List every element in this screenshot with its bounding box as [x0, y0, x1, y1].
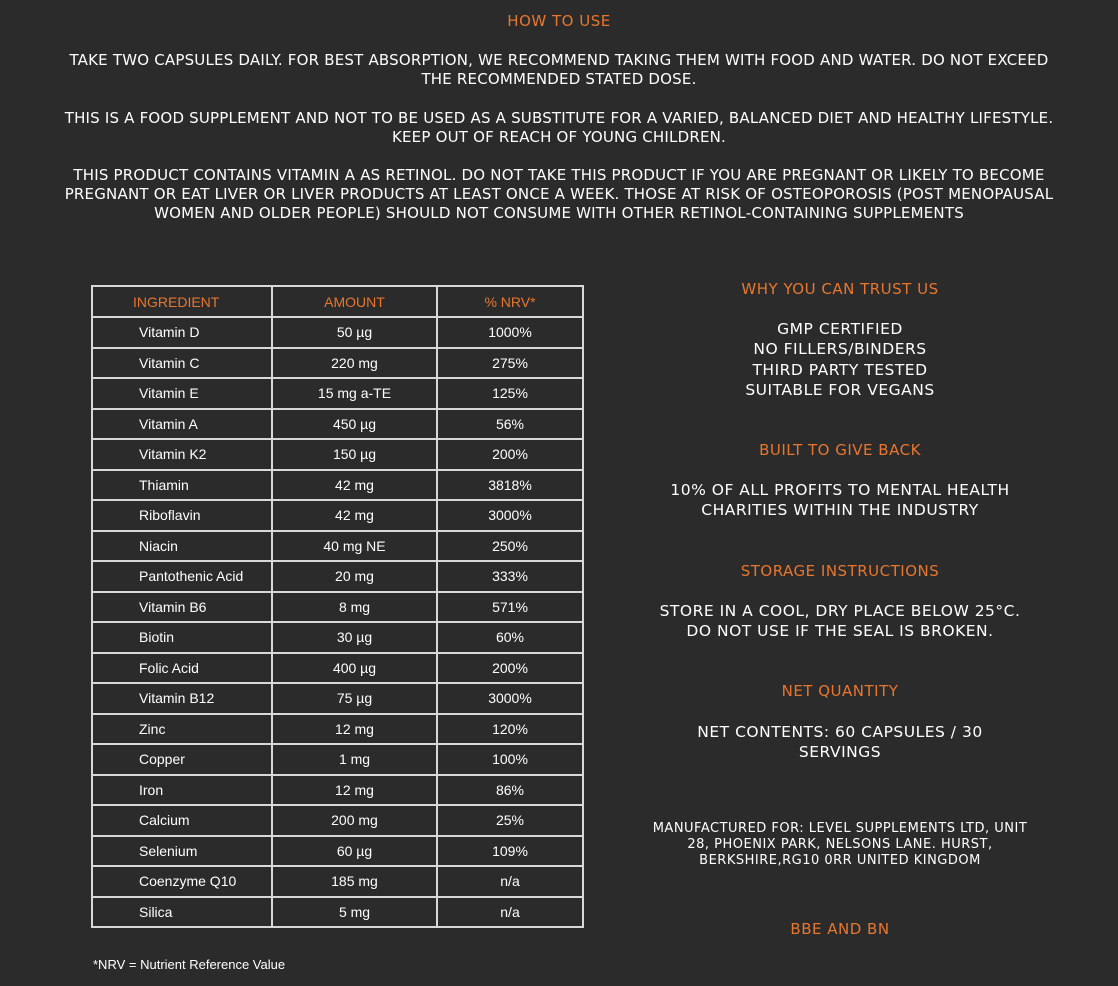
ingredient-cell: Vitamin A: [92, 409, 272, 440]
ingredient-cell: Zinc: [92, 714, 272, 745]
ingredient-cell: Vitamin D: [92, 317, 272, 348]
table-row: [92, 439, 583, 470]
nrv-cell: 200%: [437, 439, 583, 470]
supplement-warning-paragraph: THIS IS A FOOD SUPPLEMENT AND NOT TO BE USED AS A SUBSTITUTE FOR A VARIED, BALANCED DIET AND HEALTHY LIFESTYLE. KEEP OUT OF REACH OF YOUNG CHILDREN.: [64, 109, 1054, 146]
bbe-bn-title: BBE AND BN: [790, 920, 890, 938]
amount-cell: 75 µg: [272, 683, 437, 714]
amount-cell: 12 mg: [272, 714, 437, 745]
manufacturer-line: 28, PHOENIX PARK, NELSONS LANE. HURST,: [687, 837, 993, 852]
table-row: [92, 561, 583, 592]
nrv-cell: 56%: [437, 409, 583, 440]
net-quantity-line: NET CONTENTS: 60 CAPSULES / 30: [697, 723, 983, 741]
ingredient-cell: Biotin: [92, 622, 272, 653]
header-nrv: % NRV*: [437, 286, 583, 317]
header-ingredient: INGREDIENT: [92, 286, 272, 317]
amount-cell: 15 mg a-TE: [272, 378, 437, 409]
amount-cell: 220 mg: [272, 348, 437, 379]
give-back-title: BUILT TO GIVE BACK: [759, 441, 921, 459]
manufacturer-line: MANUFACTURED FOR: LEVEL SUPPLEMENTS LTD, UNIT: [652, 821, 1028, 836]
nrv-cell: n/a: [437, 897, 583, 928]
table-row: [92, 744, 583, 775]
nrv-cell: 3818%: [437, 470, 583, 501]
amount-cell: 60 µg: [272, 836, 437, 867]
table-row: [92, 653, 583, 684]
storage-line: DO NOT USE IF THE SEAL IS BROKEN.: [686, 622, 994, 641]
ingredient-cell: Vitamin B12: [92, 683, 272, 714]
nrv-cell: 100%: [437, 744, 583, 775]
table-row: [92, 500, 583, 531]
nrv-cell: 3000%: [437, 500, 583, 531]
give-back-line: CHARITIES WITHIN THE INDUSTRY: [701, 501, 979, 520]
nrv-cell: 250%: [437, 531, 583, 562]
give-back-line: 10% OF ALL PROFITS TO MENTAL HEALTH: [670, 481, 1010, 499]
ingredient-cell: Thiamin: [92, 470, 272, 501]
table-row: [92, 409, 583, 440]
nrv-cell: 125%: [437, 378, 583, 409]
ingredient-cell: Silica: [92, 897, 272, 928]
net-quantity-line: SERVINGS: [798, 743, 882, 762]
trust-item: NO FILLERS/BINDERS: [753, 340, 927, 359]
nrv-cell: 571%: [437, 592, 583, 623]
nutrition-table: [91, 285, 584, 928]
nrv-cell: 1000%: [437, 317, 583, 348]
how-to-use-title: HOW TO USE: [507, 12, 611, 30]
retinol-warning-paragraph: THIS PRODUCT CONTAINS VITAMIN A AS RETINOL. DO NOT TAKE THIS PRODUCT IF YOU ARE PREGNANT OR LIKELY TO BECOME PREGNANT OR EAT LIVER OR LIVER PRODUCTS AT LEAST ONCE A WEEK. THOSE AT RISK OF OSTEOPOROSIS (POST MENOPAUSAL WOMEN AND OLDER PEOPLE) SHOULD NOT CONSUME WITH OTHER RETINOL-CONTAINING SUPPLEMENTS: [64, 166, 1054, 222]
table-row: [92, 897, 583, 928]
ingredient-cell: Vitamin C: [92, 348, 272, 379]
amount-cell: 42 mg: [272, 470, 437, 501]
amount-cell: 150 µg: [272, 439, 437, 470]
table-row: [92, 836, 583, 867]
trust-title: WHY YOU CAN TRUST US: [741, 280, 939, 298]
trust-item: SUITABLE FOR VEGANS: [745, 380, 935, 399]
amount-cell: 30 µg: [272, 622, 437, 653]
ingredient-cell: Niacin: [92, 531, 272, 562]
table-row: [92, 592, 583, 623]
ingredient-cell: Pantothenic Acid: [92, 561, 272, 592]
storage-line: STORE IN A COOL, DRY PLACE BELOW 25°C.: [659, 602, 1021, 620]
ingredient-cell: Riboflavin: [92, 500, 272, 531]
storage-text: [620, 601, 1060, 642]
header-amount: AMOUNT: [272, 286, 437, 317]
manufacturer-line: BERKSHIRE,RG10 0RR UNITED KINGDOM: [699, 853, 981, 868]
nrv-cell: 109%: [437, 836, 583, 867]
table-row: [92, 775, 583, 806]
amount-cell: 200 mg: [272, 805, 437, 836]
amount-cell: 1 mg: [272, 744, 437, 775]
net-quantity-text: [620, 722, 1060, 763]
amount-cell: 185 mg: [272, 866, 437, 897]
trust-list: [620, 319, 1060, 400]
table-row: [92, 531, 583, 562]
trust-item: GMP CERTIFIED: [777, 320, 903, 338]
ingredient-cell: Selenium: [92, 836, 272, 867]
nrv-cell: 275%: [437, 348, 583, 379]
nrv-cell: 60%: [437, 622, 583, 653]
ingredient-cell: Copper: [92, 744, 272, 775]
table-row: [92, 622, 583, 653]
table-row: [92, 378, 583, 409]
nrv-cell: 200%: [437, 653, 583, 684]
amount-cell: 400 µg: [272, 653, 437, 684]
table-header-row: [92, 286, 583, 317]
trust-item: THIRD PARTY TESTED: [752, 360, 928, 379]
table-row: [92, 805, 583, 836]
table-row: [92, 348, 583, 379]
amount-cell: 8 mg: [272, 592, 437, 623]
nrv-cell: 333%: [437, 561, 583, 592]
table-row: [92, 683, 583, 714]
dosage-paragraph: TAKE TWO CAPSULES DAILY. FOR BEST ABSORPTION, WE RECOMMEND TAKING THEM WITH FOOD AND WATER. DO NOT EXCEED THE RECOMMENDED STATED DOSE.: [69, 51, 1049, 88]
ingredient-cell: Coenzyme Q10: [92, 866, 272, 897]
table-row: [92, 317, 583, 348]
net-quantity-title: NET QUANTITY: [781, 682, 899, 700]
nrv-cell: 86%: [437, 775, 583, 806]
table-row: [92, 866, 583, 897]
ingredient-cell: Vitamin E: [92, 378, 272, 409]
nrv-cell: 25%: [437, 805, 583, 836]
manufacturer-text: [620, 821, 1060, 869]
ingredient-cell: Folic Acid: [92, 653, 272, 684]
amount-cell: 50 µg: [272, 317, 437, 348]
amount-cell: 450 µg: [272, 409, 437, 440]
amount-cell: 12 mg: [272, 775, 437, 806]
ingredient-cell: Vitamin B6: [92, 592, 272, 623]
amount-cell: 42 mg: [272, 500, 437, 531]
table-row: [92, 714, 583, 745]
nrv-footnote: *NRV = Nutrient Reference Value: [93, 957, 286, 972]
ingredient-cell: Calcium: [92, 805, 272, 836]
table-row: [92, 470, 583, 501]
ingredient-cell: Iron: [92, 775, 272, 806]
give-back-text: [620, 480, 1060, 521]
storage-title: STORAGE INSTRUCTIONS: [740, 562, 940, 580]
nrv-cell: 3000%: [437, 683, 583, 714]
nrv-cell: 120%: [437, 714, 583, 745]
nrv-cell: n/a: [437, 866, 583, 897]
ingredient-cell: Vitamin K2: [92, 439, 272, 470]
amount-cell: 5 mg: [272, 897, 437, 928]
amount-cell: 40 mg NE: [272, 531, 437, 562]
amount-cell: 20 mg: [272, 561, 437, 592]
